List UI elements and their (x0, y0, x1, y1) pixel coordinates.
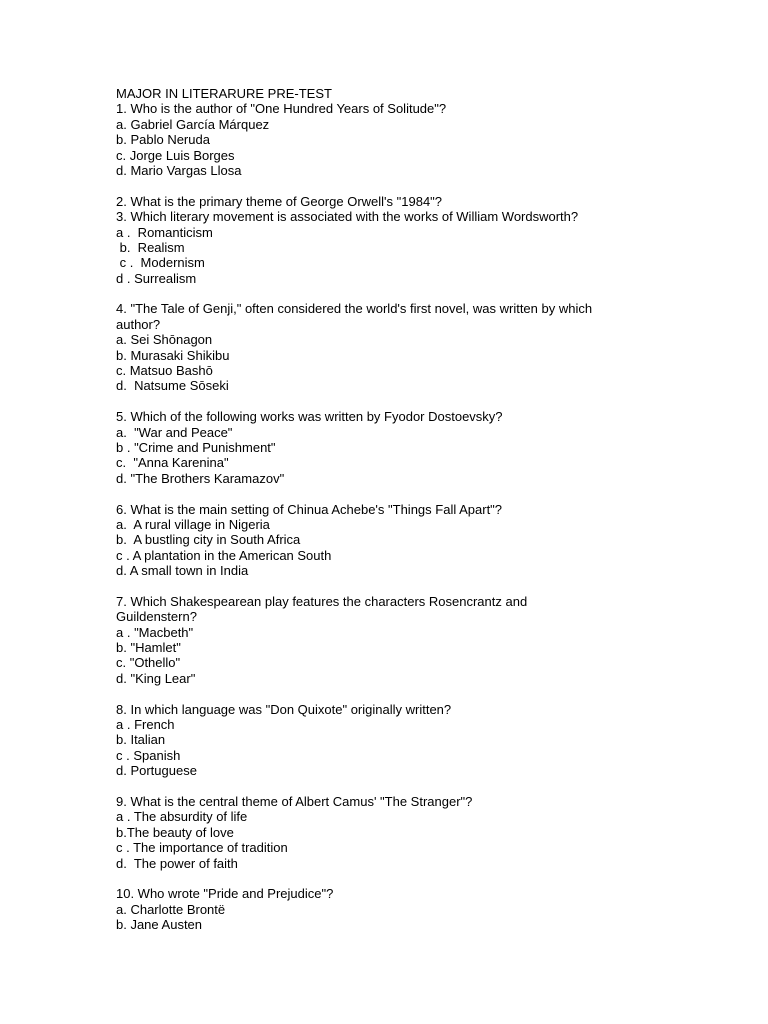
question-5-option-a: a. "War and Peace" (116, 424, 233, 440)
question-7-option-a: a . "Macbeth" (116, 624, 194, 640)
question-1-option-d: d. Mario Vargas Llosa (116, 162, 242, 178)
spacer (116, 286, 676, 301)
spacer (116, 178, 676, 193)
question-3: 3. Which literary movement is associated with the works of William Wordsworth? (116, 209, 579, 225)
question-6: 6. What is the main setting of Chinua Achebe's "Things Fall Apart"? (116, 501, 503, 517)
question-3-option-a: a . Romanticism (116, 224, 213, 240)
question-5-option-b: b . "Crime and Punishment" (116, 439, 276, 455)
document-page (116, 86, 676, 932)
question-4-option-a: a. Sei Shōnagon (116, 332, 213, 348)
question-7-option-d: d. "King Lear" (116, 670, 196, 686)
question-1: 1. Who is the author of "One Hundred Years of Solitude"? (116, 101, 447, 117)
question-9-option-b: b.The beauty of love (116, 824, 234, 840)
question-10-option-a: a. Charlotte Brontë (116, 901, 226, 917)
question-7-option-b: b. "Hamlet" (116, 640, 181, 656)
question-7-line-1: 7. Which Shakespearean play features the characters Rosencrantz and (116, 593, 528, 609)
question-6-option-c: c . A plantation in the American South (116, 547, 332, 563)
question-1-option-c: c. Jorge Luis Borges (116, 147, 235, 163)
spacer (116, 686, 676, 701)
question-5: 5. Which of the following works was written by Fyodor Dostoevsky? (116, 409, 503, 425)
question-6-option-a: a. A rural village in Nigeria (116, 516, 270, 532)
question-3-option-b: b. Realism (116, 239, 185, 255)
question-8-option-c: c . Spanish (116, 747, 181, 763)
question-4-option-d: d. Natsume Sōseki (116, 378, 229, 394)
question-8-option-a: a . French (116, 717, 175, 733)
question-4-line-1: 4. "The Tale of Genji," often considered the world's first novel, was written by which (116, 301, 593, 317)
question-7-line-2: Guildenstern? (116, 609, 197, 625)
spacer (116, 486, 676, 501)
question-9-option-d: d. The power of faith (116, 855, 238, 871)
question-5-option-d: d. "The Brothers Karamazov" (116, 470, 285, 486)
question-8-option-d: d. Portuguese (116, 763, 197, 779)
question-9-option-c: c . The importance of tradition (116, 840, 288, 856)
question-5-option-c: c. "Anna Karenina" (116, 455, 229, 471)
question-4-option-b: b. Murasaki Shikibu (116, 347, 230, 363)
spacer (116, 579, 676, 594)
question-9: 9. What is the central theme of Albert Camus' "The Stranger"? (116, 793, 473, 809)
question-10-option-b: b. Jane Austen (116, 917, 203, 933)
spacer (116, 779, 676, 794)
question-1-option-a: a. Gabriel García Márquez (116, 116, 270, 132)
question-6-option-d: d. A small town in India (116, 563, 249, 579)
question-3-option-d: d . Surrealism (116, 270, 197, 286)
question-1-option-b: b. Pablo Neruda (116, 132, 210, 148)
question-8: 8. In which language was "Don Quixote" originally written? (116, 701, 452, 717)
question-8-option-b: b. Italian (116, 732, 166, 748)
question-7-option-c: c. "Othello" (116, 655, 181, 671)
question-10: 10. Who wrote "Pride and Prejudice"? (116, 886, 334, 902)
question-9-option-a: a . The absurdity of life (116, 809, 248, 825)
spacer (116, 871, 676, 886)
spacer (116, 394, 676, 409)
question-2: 2. What is the primary theme of George Orwell's "1984"? (116, 193, 443, 209)
document-title: MAJOR IN LITERARURE PRE-TEST (116, 86, 332, 101)
question-4-line-2: author? (116, 316, 161, 332)
question-6-option-b: b. A bustling city in South Africa (116, 532, 301, 548)
question-4-option-c: c. Matsuo Bashō (116, 363, 213, 379)
question-3-option-c: c . Modernism (116, 255, 205, 271)
